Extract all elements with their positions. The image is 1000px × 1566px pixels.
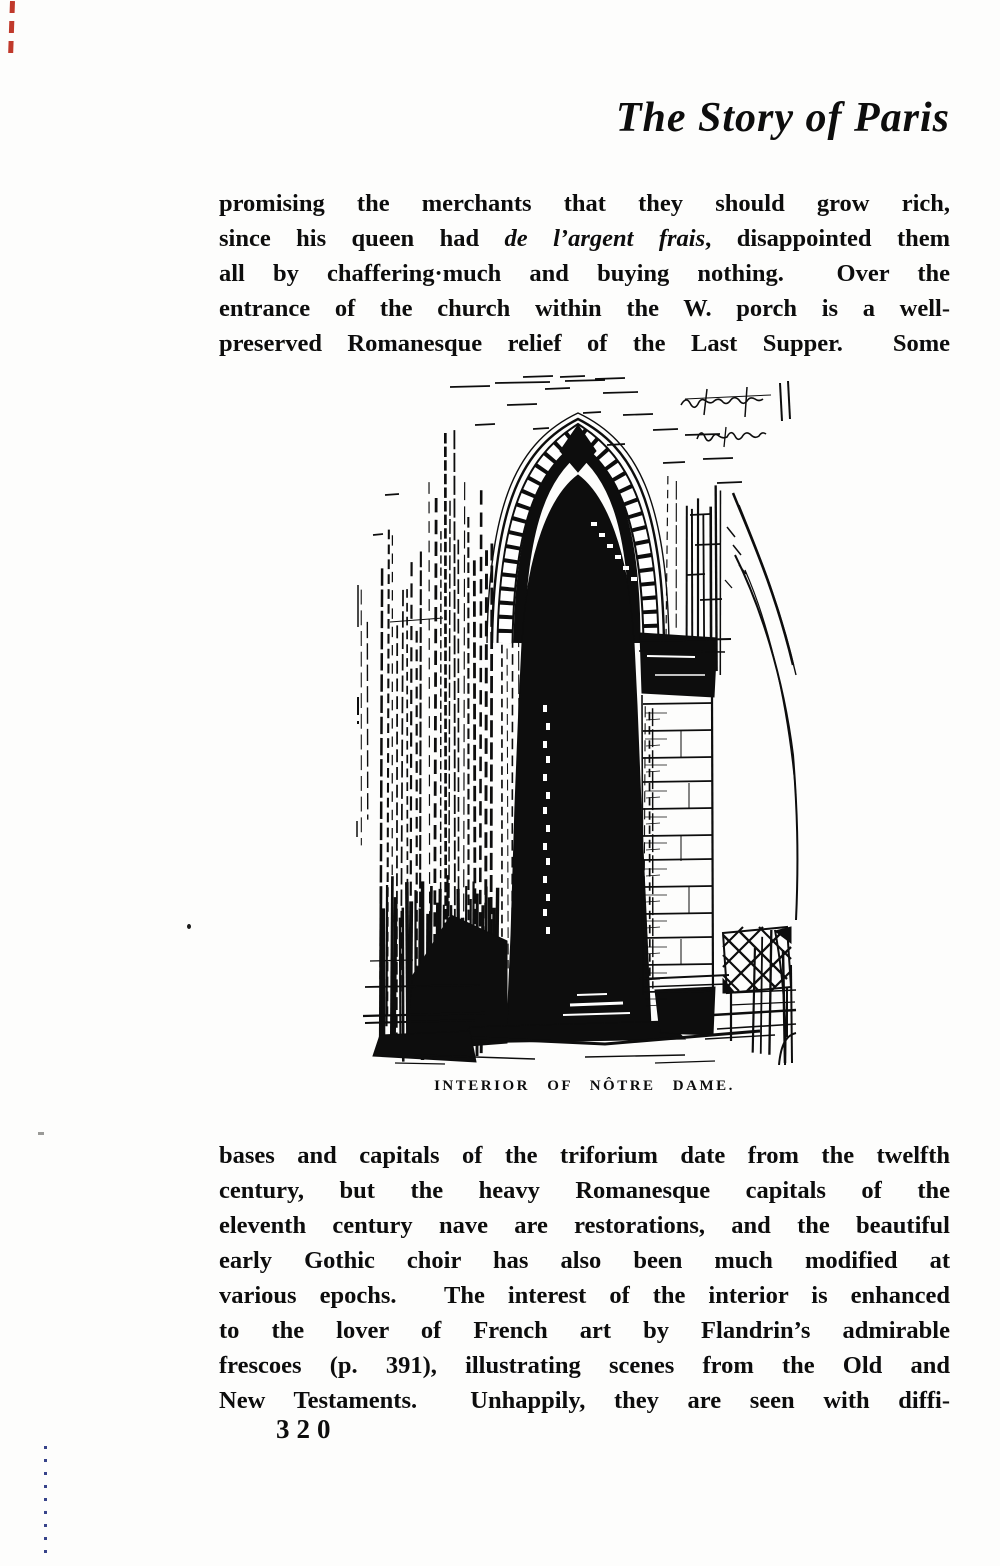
paragraph-bottom — [219, 1138, 950, 1418]
engraving-figure — [355, 375, 800, 1065]
page-number: 320 — [276, 1414, 338, 1444]
running-head-title: The Story of Paris — [615, 95, 950, 141]
text-line: various epochs. The interest of the interior is enhanced — [219, 1282, 950, 1309]
italic-phrase: de l’argent frais — [504, 225, 706, 252]
running-head — [219, 90, 950, 146]
ink-speck — [187, 924, 191, 929]
text-line: bases and capitals of the triforium date from the twelfth — [219, 1142, 950, 1169]
text-line: all by chaffering·much and buying nothing. Over the — [219, 260, 950, 287]
text-line: entrance of the church within the W. porch is a well- — [219, 295, 950, 322]
text-line: to the lover of French art by Flandrin’s admirable — [219, 1317, 950, 1344]
ink-speck — [38, 1132, 44, 1135]
text-line: century, but the heavy Romanesque capitals of the — [219, 1177, 950, 1204]
text-line: eleventh century nave are restorations, and the beautiful — [219, 1212, 950, 1239]
text-line: New Testaments. Unhappily, they are seen with diffi- — [219, 1387, 950, 1414]
text-line: since his queen had de l’argent frais, disappointed them — [219, 225, 951, 252]
text-line: frescoes (p. 391), illustrating scenes from the Old and — [219, 1352, 950, 1379]
paragraph-top — [219, 186, 950, 361]
text-line: early Gothic choir has also been much modified at — [219, 1247, 950, 1274]
scan-blue-margin-dots — [44, 1446, 47, 1556]
text-line: preserved Romanesque relief of the Last Supper. Some — [219, 330, 950, 357]
figure-caption: INTERIOR OF NÔTRE DAME. — [434, 1078, 735, 1094]
notre-dame-engraving-illustration — [355, 375, 800, 1065]
text-line: promising the merchants that they should grow rich, — [219, 190, 950, 217]
scan-red-margin-mark — [8, 1, 15, 58]
